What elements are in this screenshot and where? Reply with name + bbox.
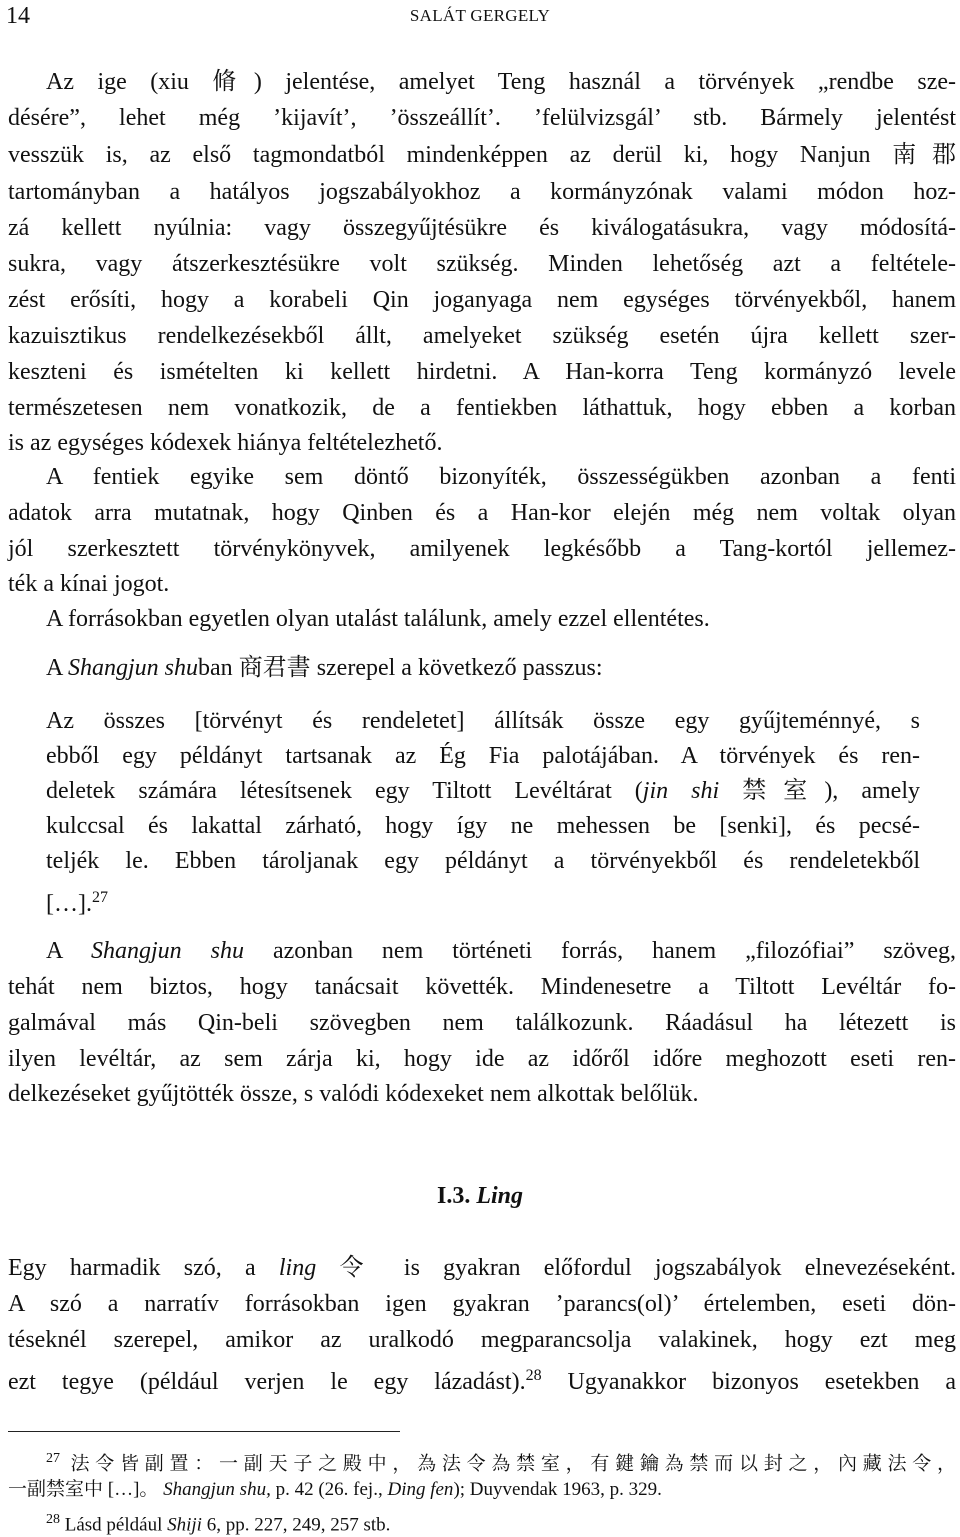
term-italic: jin shi xyxy=(642,778,720,804)
section-heading xyxy=(0,1181,960,1211)
text-line: adatok arra mutatnak, hogy Qinben és a Han-kor elején még nem voltak olyan xyxy=(8,500,956,526)
text-line: Az ige (xiu 脩) jelentése, amelyet Teng használ a törvények „rendbe sze- xyxy=(46,69,956,95)
quote-line: ebből egy példányt tartsanak az Ég Fia palotájában. A törvények és ren- xyxy=(46,743,920,769)
term-italic: ling xyxy=(278,1255,317,1281)
text-line: delkezéseket gyűjtötték össze, s valódi kódexeket nem alkottak belőlük. xyxy=(8,1081,699,1107)
text-line: galmával más Qin-beli szövegben nem találkozunk. Ráadásul ha létezett is xyxy=(8,1010,956,1036)
running-head: SALÁT GERGELY xyxy=(409,6,551,25)
quote-line: Az összes [törvényt és rendeletet] állítsák össze egy gyűjteménnyé, s xyxy=(46,708,920,734)
footnote-line xyxy=(46,1447,956,1476)
text-line: vesszük is, az első tagmondatból mindenképpen az derül ki, hogy Nanjun 南郡 xyxy=(8,142,956,168)
text-span: p. 42 (26. fej., xyxy=(270,1479,388,1500)
paragraph-3: A forrásokban egyetlen olyan utalást találunk, amely ezzel ellentétes. xyxy=(46,606,710,632)
text-line: keszteni és ismételten ki kellett hirdetni. A Han-korra Teng kormányzó levele xyxy=(8,359,956,385)
text-line xyxy=(46,937,956,965)
text-line: zést erősíti, hogy a korabeli Qin joganyaga nem egységes törvényekből, hanem xyxy=(8,287,956,313)
text-span: szerepel a következő passzus: xyxy=(316,655,603,681)
work-title: Shangjun shu, xyxy=(163,1479,271,1500)
text-line: zá kellett nyúlnia: vagy összegyűjtésükre és kiválogatásukra, vagy módosítá- xyxy=(8,215,956,241)
chinese-term: 商君書 xyxy=(238,655,311,681)
footnote-number: 28 xyxy=(46,1512,60,1527)
quote-line xyxy=(46,777,920,805)
text-span: 6, pp. 227, 249, 257 stb. xyxy=(201,1514,391,1536)
text-span: […]. xyxy=(46,891,92,917)
text-span: ), amely xyxy=(824,778,920,804)
text-line: A szó a narratív forrásokban igen gyakran ’parancs(ol)’ értelemben, eseti dön- xyxy=(8,1291,956,1317)
text-line: désére”, lehet még ’kijavít’, ’összeállít’. ’felülvizsgál’ stb. Bármely jelentést xyxy=(8,105,956,131)
work-title: Shangjun shu xyxy=(91,938,244,964)
footnote-rule xyxy=(8,1431,400,1432)
work-title: Shangjun shu xyxy=(68,655,199,681)
text-line: jól szerkesztett törvénykönyvek, amilyenek legkésőbb a Tang-kortól jellemez- xyxy=(8,536,956,562)
text-span: deletek számára létesítsenek egy Tiltott Levéltárat ( xyxy=(46,778,643,804)
footnote-chinese: 法令皆副置：一副天子之殿中，為法令為禁室，有鍵鑰為禁而以封之，內藏法令， xyxy=(70,1453,956,1475)
text-line xyxy=(8,1254,956,1282)
paragraph-4 xyxy=(46,654,956,682)
text-line xyxy=(8,1362,956,1396)
text-line: természetesen nem vonatkozik, de a fentiekben láthattuk, hogy ebben a korban xyxy=(8,395,956,421)
quote-line xyxy=(46,884,920,918)
text-span: Egy harmadik szó, a xyxy=(8,1255,279,1281)
chinese-term: 令 xyxy=(339,1255,381,1281)
text-span: A xyxy=(46,938,91,964)
text-line: téseknél szerepel, amikor az uralkodó megparancsolja valakinek, hogy ezt meg xyxy=(8,1327,956,1353)
work-title: Shiji xyxy=(167,1514,202,1536)
quote-line: kulccsal és lakattal zárható, hogy így ne mehessen be [senki], és pecsé- xyxy=(46,813,920,839)
work-title: Ding fen xyxy=(387,1479,454,1500)
page-number: 14 xyxy=(6,3,30,29)
text-line: sukra, vagy átszerkesztésükre volt szükség. Minden lehetőség azt a feltétele- xyxy=(8,251,956,277)
text-span: ban xyxy=(198,655,233,681)
text-line: tartományban a hatályos jogszabályokhoz a kormányzónak valami módon hoz- xyxy=(8,179,956,205)
text-line: is az egységes kódexek hiánya feltételezhető. xyxy=(8,430,443,456)
text-span: azonban nem történeti forrás, hanem „filozófiai” szöveg, xyxy=(244,938,956,964)
text-line: kazuisztikus rendelkezésekből állt, amelyeket szükség esetén újra kellett szer- xyxy=(8,323,956,349)
text-span: ezt tegye (például verjen le egy lázadást). xyxy=(8,1369,526,1395)
text-span: Ugyanakkor bizonyos esetekben a xyxy=(541,1369,956,1395)
text-line: A fentiek egyike sem döntő bizonyíték, összességükben azonban a fenti xyxy=(46,464,956,490)
footnote-line xyxy=(46,1508,956,1537)
footnote-chinese: 一副禁室中 […]。 xyxy=(8,1479,159,1500)
text-line: ték a kínai jogot. xyxy=(8,571,170,597)
section-title: Ling xyxy=(476,1183,524,1209)
text-line: tehát nem biztos, hogy tanácsait követték. Mindenesetre a Tiltott Levéltár fo- xyxy=(8,974,956,1000)
section-number: I.3. xyxy=(436,1183,471,1209)
footnote-ref: 28 xyxy=(525,1367,542,1384)
text-line: ilyen levéltár, az sem zárja ki, hogy ide az időről időre meghozott eseti ren- xyxy=(8,1046,956,1072)
text-span: ); Duyvendak 1963, p. 329. xyxy=(453,1479,662,1500)
footnote-number: 27 xyxy=(46,1451,60,1466)
text-span: is gyakran előfordul jogszabályok elnevezéseként. xyxy=(380,1255,957,1281)
text-span: Lásd például xyxy=(64,1514,168,1536)
footnote-line xyxy=(8,1478,956,1502)
quote-line: teljék le. Ebben tároljanak egy példányt a törvényekből és rendeletekből xyxy=(46,848,920,874)
chinese-term: 禁室 xyxy=(742,778,825,804)
footnote-ref: 27 xyxy=(91,889,108,906)
text-span: A xyxy=(46,655,69,681)
